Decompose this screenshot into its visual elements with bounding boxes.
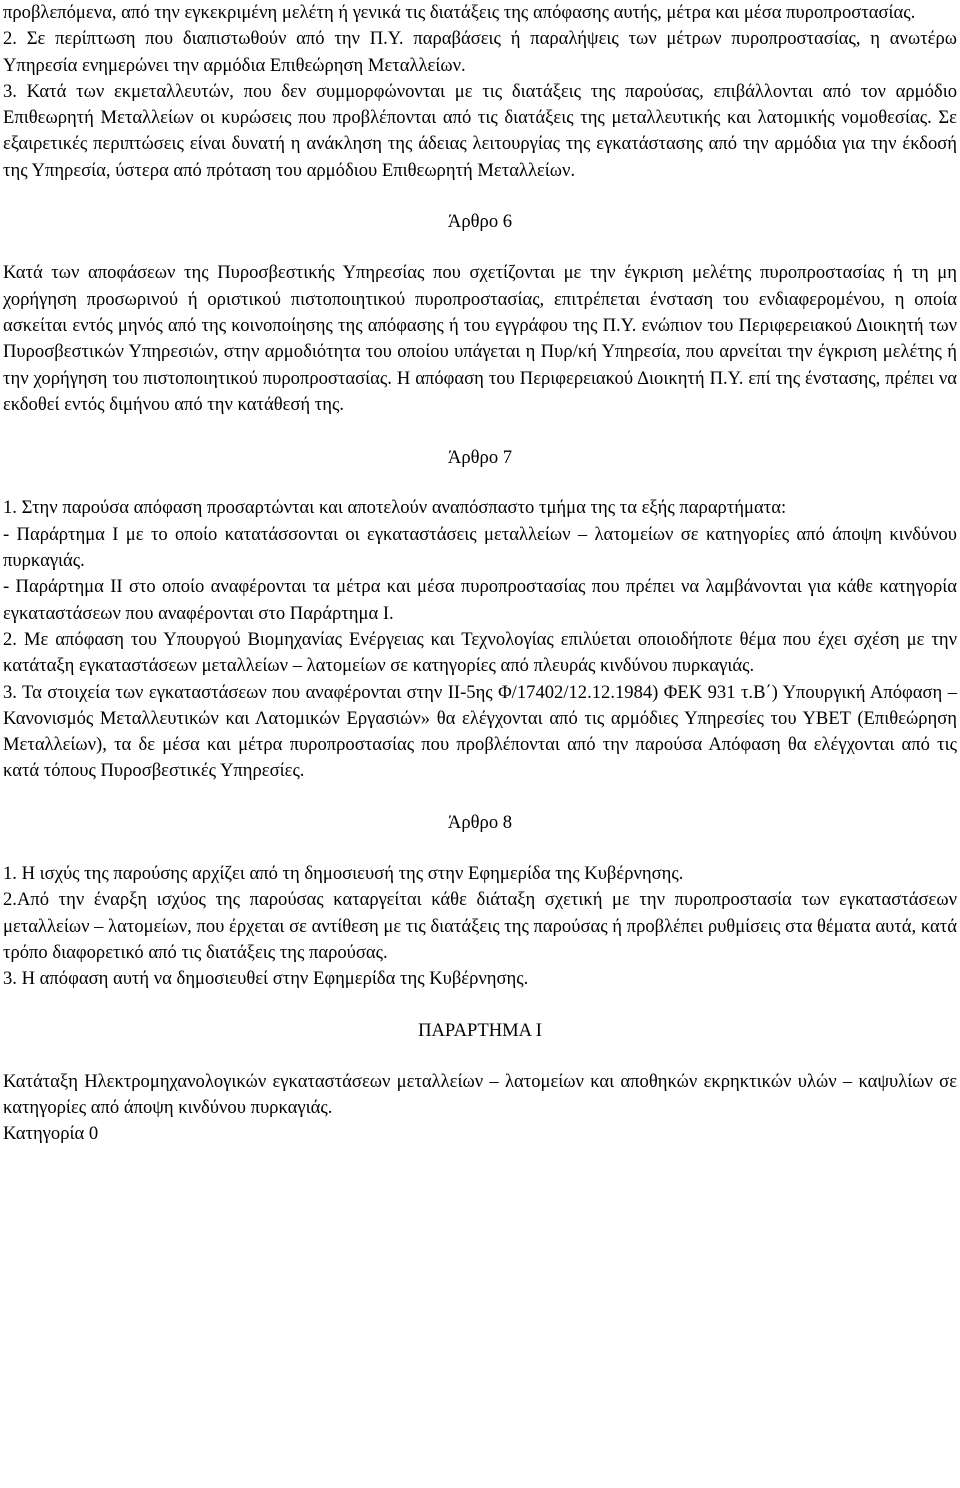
annex-1-text: Κατάταξη Ηλεκτρομηχανολογικών εγκαταστάσεων μεταλλείων – λατομείων και αποθηκών εκρηκτικών υλών – καψυλίων σε κατηγορίες από άποψη κινδύνου πυρκαγιάς. xyxy=(3,1070,957,1119)
article-8-title: Άρθρο 8 xyxy=(447,811,513,833)
article-6-text: Κατά των αποφάσεων της Πυροσβεστικής Υπηρεσίας που σχετίζονται με την έγκριση μελέτης πυροπροστασίας ή τη μη χορήγηση προσωρινού ή οριστικού πιστοποιητικού πυροπροστασίας, επιτρέπεται ένσταση του ενδιαφερομένου, η οποία ασκείται εντός μηνός από της κοινοποίησης της απόφασης ή του εγγράφου της Π.Υ. ενώπιον του Περιφερειακού Διοικητή των Πυροσβεστικών Υπηρεσιών, στην αρμοδιότητα του οποίου υπάγεται η Πυρ/κή Υπηρεσία, που αρνείται την έγκριση μελέτης ή την χορήγηση του πιστοποιητικού πυροπροστασίας. Η απόφαση του Περιφερειακού Διοικητή Π.Υ. επί της ένστασης, πρέπει να εκδοθεί εντός διμήνου από την κατάθεσή της. xyxy=(3,262,957,415)
article-8-paragraph-3: 3. Η απόφαση αυτή να δημοσιευθεί στην Εφημερίδα της Κυβέρνησης. xyxy=(3,968,529,990)
article-7-paragraph-3: - Παράρτημα ΙΙ στο οποίο αναφέρονται τα μέτρα και μέσα πυροπροστασίας που πρέπει να λαμβάνονται για κάθε κατηγορία εγκαταστάσεων που αναφέρονται στο Παράρτημα Ι. xyxy=(3,576,957,624)
annex-1-category: Κατηγορία 0 xyxy=(3,1123,99,1145)
article-7-paragraph-1: 1. Στην παρούσα απόφαση προσαρτώνται και αποτελούν αναπόσπαστο τμήμα της τα εξής παραρτήματα: xyxy=(3,497,787,519)
article-7-paragraph-4: 2. Με απόφαση του Υπουργού Βιομηχανίας Ενέργειας και Τεχνολογίας επιλύεται οποιοδήποτε θέμα που έχει σχέση με την κατάταξη εγκαταστάσεων μεταλλείων – λατομείων σε κατηγορίες από πλευράς κινδύνου πυρκαγιάς. xyxy=(3,628,957,677)
article-8-paragraph-2: 2.Από την έναρξη ισχύος της παρούσας καταργείται κάθε διάταξη σχετική με την πυροπροστασία των εγκαταστάσεων μεταλλείων – λατομείων, που έρχεται σε αντίθεση με τις διατάξεις της παρούσας ή προβλέπει ρυθμίσεις στα θέματα αυτά, κατά τρόπο διαφορετικό από τις διατάξεις της παρούσας. xyxy=(3,889,957,963)
article-6-title: Άρθρο 6 xyxy=(447,211,513,233)
article-7-title: Άρθρο 7 xyxy=(447,447,513,469)
intro-paragraph-3: 3. Κατά των εκμεταλλευτών, που δεν συμμορφώνονται με τις διατάξεις της παρούσας, επιβάλλονται από τον αρμόδιο Επιθεωρητή Μεταλλείων οι κυρώσεις που προβλέπονται από τις διατάξεις της μεταλλευτικής και λατομικής νομοθεσίας. Σε εξαιρετικές περιπτώσεις είναι δυνατή η ανάκληση της άδειας λειτουργίας της εγκατάστασης από την αρμόδια για την έκδοσή της Υπηρεσία, ύστερα από πρόταση του αρμόδιου Επιθεωρητή Μεταλλείων. xyxy=(3,80,957,181)
article-8-paragraph-1: 1. Η ισχύς της παρούσης αρχίζει από τη δημοσιευσή της στην Εφημερίδα της Κυβέρνησης. xyxy=(3,863,684,885)
annex-1-title: ΠΑΡΑΡΤΗΜΑ Ι xyxy=(418,1019,542,1041)
article-7-paragraph-2: - Παράρτημα Ι με το οποίο κατατάσσονται οι εγκαταστάσεις μεταλλείων – λατομείων σε κατηγορίες από άποψη κινδύνου πυρκαγιάς. xyxy=(3,523,957,572)
article-7-paragraph-5: 3. Τα στοιχεία των εγκαταστάσεων που αναφέρονται στην ΙΙ-5ης Φ/17402/12.12.1984) ΦΕΚ 931 τ.Β΄) Υπουργική Απόφαση – Κανονισμός Μεταλλευτικών και Λατομικών Εργασιών» θα ελέγχονται από τις αρμόδιες Υπηρεσίες του ΥΒΕΤ (Επιθεώρηση Μεταλλείων), τα δε μέσα και μέτρα πυροπροστασίας που προβλέπονται από την παρούσα Απόφαση θα ελέγχονται από τις κατά τόπους Πυροσβεστικές Υπηρεσίες. xyxy=(3,681,957,782)
intro-paragraph-1: προβλεπόμενα, από την εγκεκριμένη μελέτη ή γενικά τις διατάξεις της απόφασης αυτής, μέτρα και μέσα πυροπροστασίας. xyxy=(3,2,916,23)
intro-paragraph-2: 2. Σε περίπτωση που διαπιστωθούν από την Π.Υ. παραβάσεις ή παραλήψεις των μέτρων πυροπροστασίας, η ανωτέρω Υπηρεσία ενημερώνει την αρμόδια Επιθεώρηση Μεταλλείων. xyxy=(3,28,957,76)
